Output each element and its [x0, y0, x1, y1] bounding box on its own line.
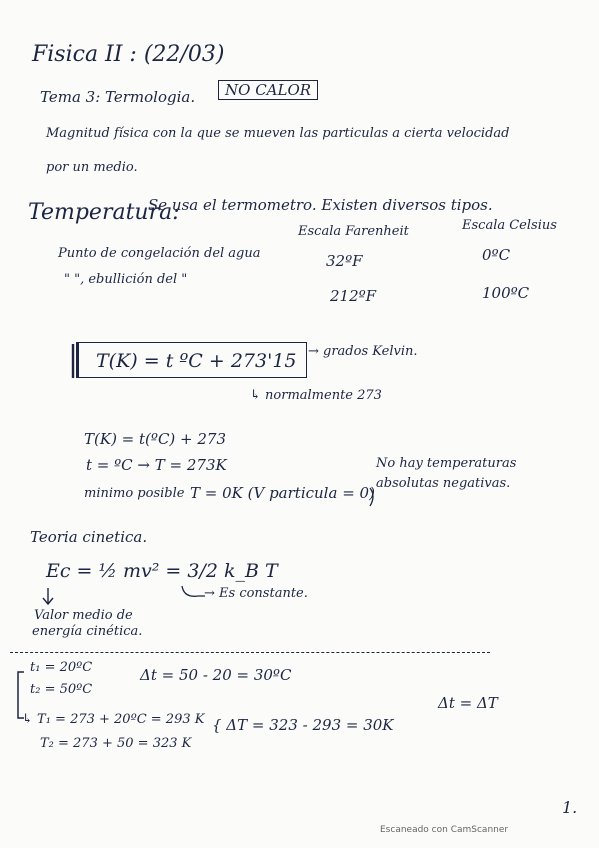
kelvin-note: → grados Kelvin.	[308, 344, 418, 359]
kinetic-meaning-1: Valor medio de	[34, 608, 133, 623]
boiling-fahrenheit: 212ºF	[330, 287, 377, 305]
definition-line-2: por un medio.	[46, 160, 138, 175]
boiling-celsius: 100ºC	[482, 284, 530, 302]
kinetic-heading: Teoria cinetica.	[30, 528, 148, 546]
page-number: 1.	[562, 798, 578, 817]
no-heat-note: NO CALOR	[218, 80, 318, 100]
constant-note: → Es constante.	[204, 586, 308, 601]
equation-3: T = 0K (V particula = 0)	[190, 484, 375, 502]
minimum-label: minimo posible	[84, 486, 185, 501]
example-T2: T₂ = 273 + 50 = 323 K	[40, 736, 192, 751]
topic-label: Tema 3: Termologia.	[40, 88, 196, 106]
example-delta-t: Δt = 50 - 20 = 30ºC	[140, 666, 292, 684]
equation-1: T(K) = t(ºC) + 273	[84, 430, 227, 448]
kelvin-approx-note: ↳ normalmente 273	[250, 388, 382, 403]
freezing-celsius: 0ºC	[482, 246, 511, 264]
example-conclusion: Δt = ΔT	[438, 694, 498, 712]
kinetic-meaning-2: energía cinética.	[32, 624, 143, 639]
temperature-intro: Se usa el termometro. Existen diversos tipos.	[148, 196, 493, 214]
celsius-column-header: Escala Celsius	[462, 218, 557, 233]
kelvin-formula: T(K) = t ºC + 273'15	[96, 350, 297, 372]
side-note-2: absolutas negativas.	[376, 476, 511, 491]
freezing-fahrenheit: 32ºF	[326, 252, 363, 270]
page-title: Fisica II : (22/03)	[32, 42, 225, 67]
definition-line-1: Magnitud física con la que se mueven las particulas a cierta velocidad	[46, 126, 510, 141]
equation-2: t = ºC → T = 273K	[86, 456, 227, 474]
example-t1: t₁ = 20ºC	[30, 660, 93, 675]
section-divider	[10, 652, 490, 653]
side-note-1: No hay temperaturas	[376, 456, 517, 471]
kinetic-formula: Ec = ½ mv² = 3/2 k_B T	[46, 560, 278, 582]
boiling-point-label: " ", ebullición del "	[64, 272, 188, 287]
temperature-heading: Temperatura:	[28, 200, 180, 225]
scanner-watermark: Escaneado con CamScanner	[380, 825, 509, 835]
fahrenheit-column-header: Escala Farenheit	[298, 224, 409, 239]
freezing-point-label: Punto de congelación del agua	[58, 246, 261, 261]
example-T1: ↳ T₁ = 273 + 20ºC = 293 K	[22, 712, 205, 727]
example-t2: t₂ = 50ºC	[30, 682, 93, 697]
example-delta-T: { ΔT = 323 - 293 = 30K	[212, 716, 394, 734]
